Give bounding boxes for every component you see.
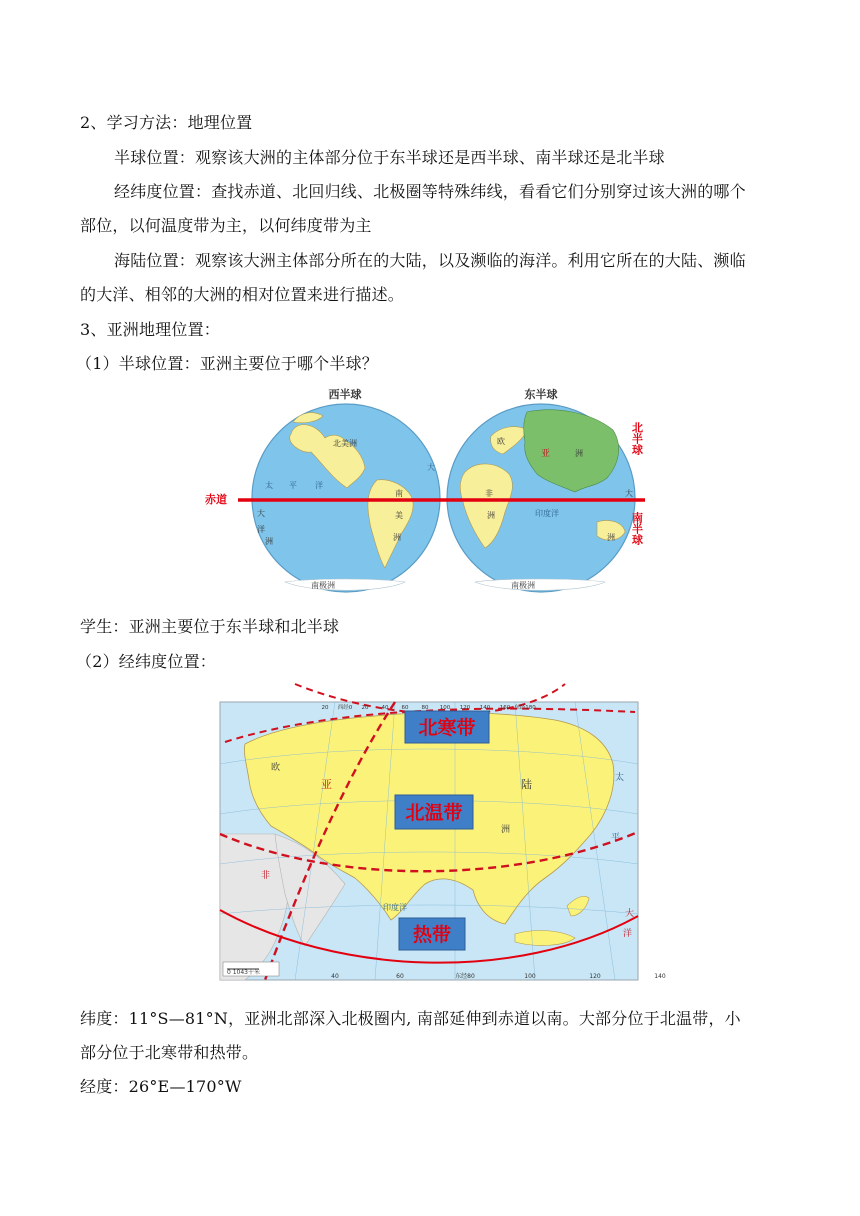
bottom-tick-label: 140 [654,973,666,980]
pacific-place-label-1: 太 [615,773,625,783]
pacific-east-label: 大 [625,489,633,498]
asia-label-1: 亚 [541,449,551,459]
africa-place-label: 非 [261,871,271,881]
atlantic-label: 大 [427,463,435,472]
question-2: （2）经纬度位置： [76,652,216,671]
africa-label-2: 洲 [487,511,495,520]
south-hemisphere-label: 南半球 [630,512,644,545]
oceania-label: 洲 [607,533,615,542]
bottom-tick-label: 东经80 [455,973,475,980]
asia-label-2: 洲 [575,449,583,458]
west-hemisphere-title: 西半球 [328,388,362,401]
tropic-zone-label: 热带 [412,924,452,946]
north-temperate-zone-label: 北温带 [405,802,463,824]
north-frigid-zone-box [405,711,489,743]
map-scale-label: 0 1043千米 [227,969,260,976]
pacific-label-3: 洋 [315,481,323,490]
section-3-heading: 3、亚洲地理位置： [80,320,220,339]
latitude-line-2: 部分位于北寒带和热带。 [80,1043,259,1062]
north-temperate-zone-box [395,795,473,829]
top-tick-label: 160 [499,705,511,711]
north-hemisphere-label: 北半球 [630,422,644,455]
oceania-west-label-2: 洋 [257,525,265,534]
latlon-position-text-1: 经纬度位置：查找赤道、北回归线、北极圈等特殊纬线，看看它们分别穿过该大洲的哪个 [114,182,746,201]
asia-place-label-1: 亚 [321,778,332,791]
top-tick-label: 60 [401,705,409,711]
west-hemisphere-globe [252,404,440,592]
top-tick-label: 80 [421,705,429,711]
hemisphere-position-text: 半球位置：观察该大洲的主体部分位于东半球还是西半球、南半球还是北半球 [114,148,665,167]
antarctica-east-label: 南极洲 [511,581,535,590]
europe-label: 欧 [497,437,505,446]
asia-latlon-map [215,684,666,984]
bottom-tick-label: 40 [331,973,339,980]
top-tick-label: 20 [321,705,329,711]
oceania-place-label-1: 大 [625,909,635,919]
tropic-zone-box [399,918,465,950]
oceania-west-label-3: 洲 [265,537,273,546]
asia-place-label-2: 洲 [501,825,511,835]
oceania-west-label-1: 大 [257,509,265,518]
oceania-place-label-2: 洋 [623,929,633,939]
section-2-heading: 2、学习方法：地理位置 [80,113,253,132]
latitude-line-1: 纬度：11°S—81°N，亚洲北部深入北极圈内, 南部延伸到赤道以南。大部分位于北温带，小 [80,1009,741,1028]
top-tick-label: 东经180 [514,705,536,711]
longitude-line: 经度：26°E—170°W [80,1077,242,1096]
bottom-tick-label: 100 [524,973,536,980]
sealand-position-text-2: 的大洋、相邻的大洲的相对位置来进行描述。 [80,285,405,304]
north-frigid-zone-label: 北寒带 [418,717,476,739]
continent-place-label: 陆 [521,778,532,791]
top-tick-label: 120 [459,705,471,711]
bottom-tick-label: 120 [589,973,601,980]
east-hemisphere-globe [447,404,635,592]
east-hemisphere-title: 东半球 [524,388,558,401]
question-1: （1）半球位置：亚洲主要位于哪个半球？ [76,354,378,373]
top-tick-label: 100 [439,705,451,711]
bottom-tick-label: 60 [396,973,404,980]
north-america-label: 北美洲 [333,439,357,448]
student-answer: 学生：亚洲主要位于东半球和北半球 [80,617,340,636]
europe-place-label: 欧 [271,763,281,773]
top-tick-label: 20 [361,705,369,711]
equator-label: 赤道 [205,493,227,506]
antarctica-west-label: 南极洲 [311,581,335,590]
sealand-position-text-1: 海陆位置：观察该大洲主体部分所在的大陆，以及濒临的海洋。利用它所在的大陆、濒临 [114,251,746,270]
pacific-label-1: 太 [265,481,273,490]
indian-ocean-label: 印度洋 [535,509,559,518]
south-america-label-1: 南 [395,489,403,498]
south-america-label-2: 美 [395,511,403,520]
top-tick-label: 西经0 [337,705,353,711]
indian-ocean-place-label: 印度洋 [383,903,407,912]
top-tick-label: 140 [479,705,491,711]
latlon-position-text-2: 部位，以何温度带为主，以何纬度带为主 [80,216,372,235]
hemisphere-map [205,382,645,600]
pacific-place-label-2: 平 [611,833,621,843]
pacific-label-2: 平 [289,481,297,490]
africa-label-1: 非 [485,489,493,498]
top-tick-label: 40 [381,705,389,711]
south-america-label-3: 洲 [393,533,401,542]
